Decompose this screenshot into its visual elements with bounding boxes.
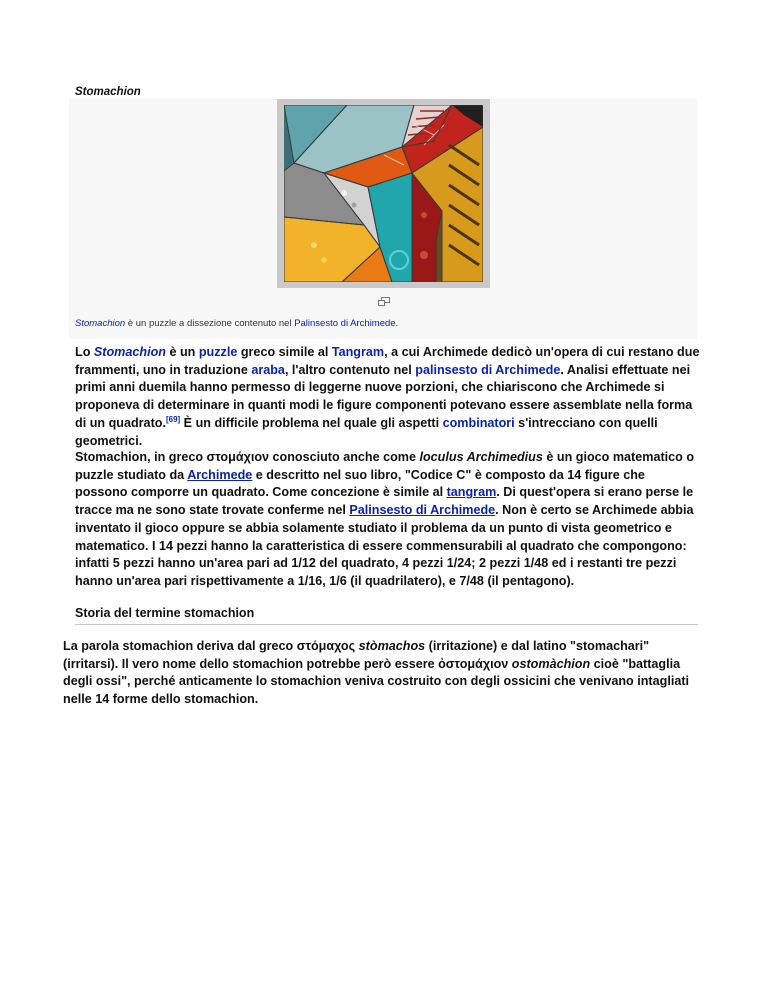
text: greco simile al [237, 345, 332, 359]
figure-caption [75, 318, 398, 329]
link-araba[interactable]: araba [251, 362, 285, 377]
text: s'intrecciano con quelli geometrici. [75, 415, 658, 448]
section-heading: Storia del termine stomachion [75, 606, 698, 625]
texture-dot [322, 258, 327, 263]
texture-dot [311, 242, 317, 248]
link-palinsesto-di-archimede[interactable]: palinsesto di Archimede [415, 362, 561, 377]
text: Lo [75, 345, 94, 359]
text-italic: ostomàchion [511, 656, 591, 671]
text: (irritazione) e dal latino "stomachari" (irritarsi). Il vero nome dello stomachion potrebbe però essere ὀστομάχιον [63, 639, 650, 671]
text: cioè "battaglia degli ossi", perché anticamente lo stomachion veniva costruito con degli ossicini che venivano intagliati nelle 14 forme dello stomachion. [63, 656, 690, 707]
caption-text: è un puzzle a dissezione contenuto nel [125, 318, 295, 329]
text: è un gioco matematico o puzzle studiato da [75, 450, 695, 482]
text-italic: stòmachos [358, 639, 426, 653]
link-combinatori[interactable]: combinatori [442, 415, 515, 430]
text: Stomachion, in greco στομάχιον conosciuto anche come [75, 450, 420, 464]
link-stomachion[interactable]: Stomachion [93, 345, 166, 359]
text-italic: loculus Archimedius [419, 450, 543, 464]
link-tangram-lower[interactable]: tangram [446, 485, 497, 500]
caption-period: . [395, 318, 399, 329]
reference-69[interactable]: [69] [165, 414, 181, 424]
figure-box [69, 99, 697, 339]
link-puzzle[interactable]: puzzle [198, 345, 238, 359]
text: , l'altro contenuto nel [284, 362, 416, 377]
link-archimede[interactable]: Archimede [187, 467, 253, 482]
texture-dot [421, 212, 427, 218]
caption-link-stomachion[interactable]: Stomachion [75, 318, 126, 329]
text: . Non è certo se Archimede abbia inventato il gioco oppure se abbia solamente studiato il problema da un punto di vista geometrico e matematico. I 14 pezzi hanno la caratteristica di essere commensurabili al quadrato che compongono: infatti 5 pezzi hanno un'area pari ad 1/12 del quadrato, 4 pezzi 1/24; 2 pezzi 1/48 ed i restanti tre pezzi hanno un'area pari rispettivamente a 1/16, 1/6 (il quadrilatero), e 7/48 (il pentagono). [75, 503, 694, 588]
link-tangram[interactable]: Tangram [331, 345, 385, 359]
enlarge-icon[interactable] [378, 297, 390, 306]
text: È un difficile problema nel quale gli aspetti [180, 415, 443, 430]
text: è un [165, 345, 199, 359]
paragraph-description [75, 449, 700, 591]
texture-dot [420, 251, 428, 259]
stomachion-image[interactable] [277, 99, 490, 288]
text: , a cui Archimede dedicò un'opera di cui restano due frammenti, uno in traduzione [75, 345, 700, 377]
text: . Di quest'opera si erano perse le tracce ma ne sono state trovate conferme nel [75, 485, 694, 518]
caption-link-palinsesto[interactable]: Palinsesto di Archimede [294, 318, 396, 329]
paragraph-intro [75, 344, 700, 450]
texture-dot [352, 203, 357, 208]
texture-dot [341, 190, 347, 196]
paragraph-etymology [63, 638, 703, 709]
text: e descritto nel suo libro, "Codice C" è composto da 14 figure che possono comporre un quadrato. Come concezione è simile al [75, 467, 645, 500]
text: . Analisi effettuate nei primi anni duemila hanno permesso di leggerne nuove porzioni, che chiariscono che Archimede si proponeva di determinare in quanti modi le figure componenti potevano essere assemblate nella forma di un quadrato. [75, 362, 693, 430]
link-palinsesto-underlined[interactable]: Palinsesto di Archimede [349, 503, 496, 518]
figure-title: Stomachion [75, 86, 141, 98]
stomachion-puzzle-graphic [284, 105, 483, 282]
text: La parola stomachion deriva dal greco στόμαχος [63, 639, 359, 653]
